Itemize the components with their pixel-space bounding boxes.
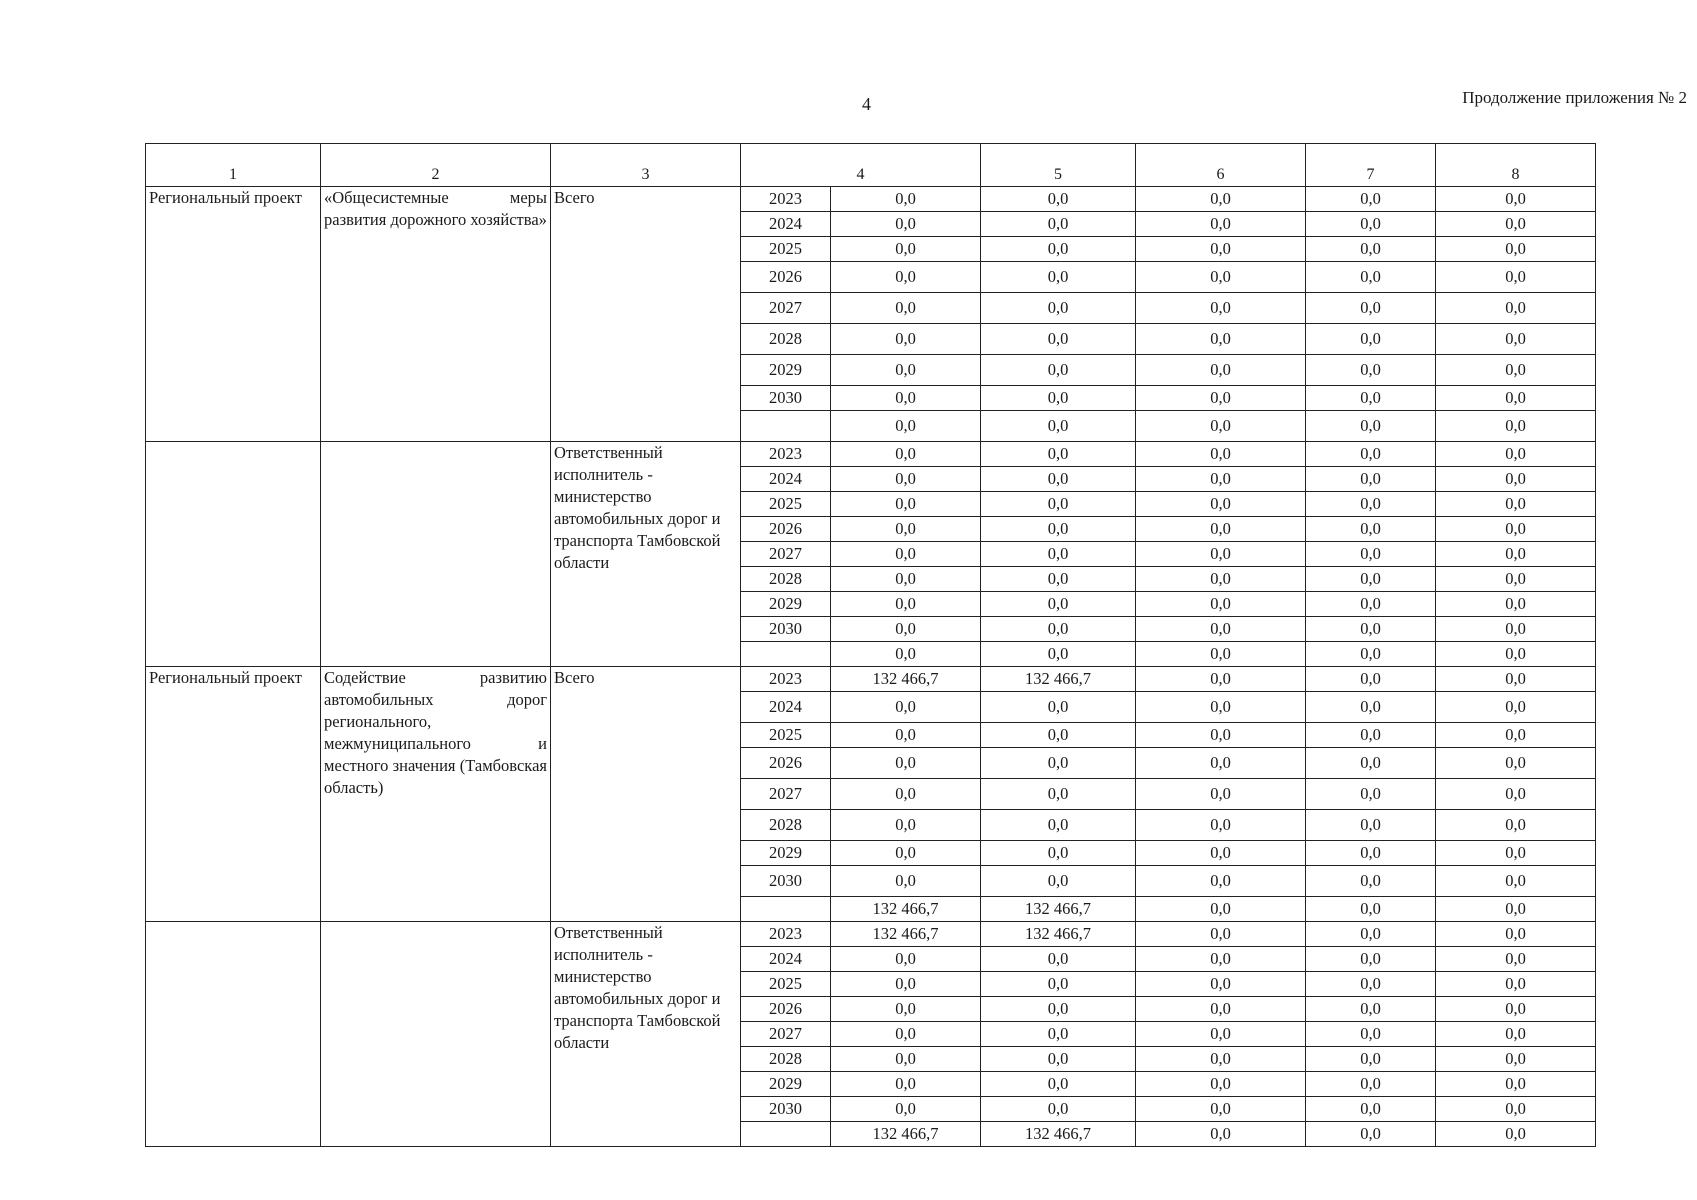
value-col-4: 0,0 bbox=[831, 866, 981, 897]
value-col-5: 0,0 bbox=[981, 386, 1136, 411]
value-col-4: 0,0 bbox=[831, 1097, 981, 1122]
project-name-cell: «Общесистемные меры развития дорожного хозяйства» bbox=[321, 187, 551, 442]
value-col-5: 0,0 bbox=[981, 810, 1136, 841]
value-col-4: 0,0 bbox=[831, 411, 981, 442]
value-col-5: 0,0 bbox=[981, 1022, 1136, 1047]
column-header-8: 8 bbox=[1436, 144, 1596, 187]
project-type-cell-empty bbox=[146, 922, 321, 1147]
value-col-5: 0,0 bbox=[981, 237, 1136, 262]
value-col-4: 0,0 bbox=[831, 542, 981, 567]
year-cell: 2030 bbox=[741, 617, 831, 642]
year-cell: 2029 bbox=[741, 841, 831, 866]
value-col-5: 0,0 bbox=[981, 1047, 1136, 1072]
funding-group-label: Всего bbox=[551, 667, 741, 922]
column-header-1: 1 bbox=[146, 144, 321, 187]
value-col-5: 0,0 bbox=[981, 542, 1136, 567]
value-col-6: 0,0 bbox=[1136, 467, 1306, 492]
project-name-cell-empty bbox=[321, 442, 551, 667]
value-col-7: 0,0 bbox=[1306, 922, 1436, 947]
year-cell: 2029 bbox=[741, 355, 831, 386]
value-col-4: 0,0 bbox=[831, 567, 981, 592]
year-cell: 2030 bbox=[741, 866, 831, 897]
value-col-6: 0,0 bbox=[1136, 1097, 1306, 1122]
value-col-6: 0,0 bbox=[1136, 324, 1306, 355]
year-cell: 2027 bbox=[741, 779, 831, 810]
project-type-cell-empty bbox=[146, 442, 321, 667]
year-cell bbox=[741, 897, 831, 922]
value-col-6: 0,0 bbox=[1136, 723, 1306, 748]
value-col-6: 0,0 bbox=[1136, 972, 1306, 997]
value-col-8: 0,0 bbox=[1436, 897, 1596, 922]
value-col-4: 0,0 bbox=[831, 492, 981, 517]
value-col-8: 0,0 bbox=[1436, 1072, 1596, 1097]
year-cell: 2030 bbox=[741, 1097, 831, 1122]
value-col-6: 0,0 bbox=[1136, 355, 1306, 386]
budget-table bbox=[145, 143, 1596, 1147]
value-col-5: 0,0 bbox=[981, 517, 1136, 542]
value-col-6: 0,0 bbox=[1136, 492, 1306, 517]
value-col-5: 0,0 bbox=[981, 442, 1136, 467]
column-header-3: 3 bbox=[551, 144, 741, 187]
year-cell: 2026 bbox=[741, 997, 831, 1022]
value-col-5: 0,0 bbox=[981, 355, 1136, 386]
value-col-4: 0,0 bbox=[831, 997, 981, 1022]
value-col-7: 0,0 bbox=[1306, 324, 1436, 355]
value-col-4: 0,0 bbox=[831, 592, 981, 617]
year-cell: 2024 bbox=[741, 212, 831, 237]
value-col-6: 0,0 bbox=[1136, 642, 1306, 667]
value-col-7: 0,0 bbox=[1306, 212, 1436, 237]
value-col-6: 0,0 bbox=[1136, 947, 1306, 972]
year-cell: 2023 bbox=[741, 667, 831, 692]
year-cell: 2023 bbox=[741, 187, 831, 212]
value-col-5: 132 466,7 bbox=[981, 922, 1136, 947]
value-col-8: 0,0 bbox=[1436, 187, 1596, 212]
value-col-4: 0,0 bbox=[831, 617, 981, 642]
value-col-5: 0,0 bbox=[981, 947, 1136, 972]
value-col-6: 0,0 bbox=[1136, 237, 1306, 262]
year-cell: 2025 bbox=[741, 237, 831, 262]
value-col-4: 0,0 bbox=[831, 1072, 981, 1097]
value-col-6: 0,0 bbox=[1136, 841, 1306, 866]
table-row bbox=[146, 667, 1596, 692]
value-col-4: 0,0 bbox=[831, 748, 981, 779]
value-col-7: 0,0 bbox=[1306, 1022, 1436, 1047]
value-col-8: 0,0 bbox=[1436, 642, 1596, 667]
value-col-7: 0,0 bbox=[1306, 617, 1436, 642]
value-col-8: 0,0 bbox=[1436, 866, 1596, 897]
value-col-8: 0,0 bbox=[1436, 567, 1596, 592]
year-cell: 2027 bbox=[741, 542, 831, 567]
year-cell: 2026 bbox=[741, 748, 831, 779]
value-col-5: 0,0 bbox=[981, 841, 1136, 866]
value-col-5: 0,0 bbox=[981, 692, 1136, 723]
value-col-7: 0,0 bbox=[1306, 667, 1436, 692]
value-col-4: 0,0 bbox=[831, 723, 981, 748]
column-header-2: 2 bbox=[321, 144, 551, 187]
year-cell: 2024 bbox=[741, 467, 831, 492]
value-col-8: 0,0 bbox=[1436, 617, 1596, 642]
value-col-5: 0,0 bbox=[981, 324, 1136, 355]
value-col-7: 0,0 bbox=[1306, 642, 1436, 667]
value-col-7: 0,0 bbox=[1306, 467, 1436, 492]
value-col-5: 0,0 bbox=[981, 187, 1136, 212]
column-header-6: 6 bbox=[1136, 144, 1306, 187]
value-col-4: 0,0 bbox=[831, 810, 981, 841]
value-col-6: 0,0 bbox=[1136, 748, 1306, 779]
value-col-8: 0,0 bbox=[1436, 542, 1596, 567]
value-col-6: 0,0 bbox=[1136, 810, 1306, 841]
value-col-4: 0,0 bbox=[831, 386, 981, 411]
column-header-5: 5 bbox=[981, 144, 1136, 187]
value-col-8: 0,0 bbox=[1436, 492, 1596, 517]
value-col-5: 0,0 bbox=[981, 779, 1136, 810]
value-col-7: 0,0 bbox=[1306, 779, 1436, 810]
value-col-7: 0,0 bbox=[1306, 262, 1436, 293]
value-col-5: 0,0 bbox=[981, 212, 1136, 237]
value-col-7: 0,0 bbox=[1306, 1072, 1436, 1097]
value-col-6: 0,0 bbox=[1136, 667, 1306, 692]
value-col-6: 0,0 bbox=[1136, 779, 1306, 810]
value-col-4: 0,0 bbox=[831, 692, 981, 723]
value-col-6: 0,0 bbox=[1136, 592, 1306, 617]
year-cell: 2029 bbox=[741, 592, 831, 617]
year-cell: 2025 bbox=[741, 723, 831, 748]
value-col-5: 132 466,7 bbox=[981, 897, 1136, 922]
value-col-7: 0,0 bbox=[1306, 517, 1436, 542]
value-col-5: 0,0 bbox=[981, 997, 1136, 1022]
value-col-4: 132 466,7 bbox=[831, 667, 981, 692]
value-col-5: 0,0 bbox=[981, 617, 1136, 642]
value-col-6: 0,0 bbox=[1136, 922, 1306, 947]
value-col-5: 0,0 bbox=[981, 411, 1136, 442]
table-row bbox=[146, 187, 1596, 212]
value-col-4: 0,0 bbox=[831, 972, 981, 997]
project-name-cell-empty bbox=[321, 922, 551, 1147]
value-col-7: 0,0 bbox=[1306, 567, 1436, 592]
value-col-7: 0,0 bbox=[1306, 810, 1436, 841]
project-type-cell: Региональный проект bbox=[146, 667, 321, 922]
value-col-5: 0,0 bbox=[981, 748, 1136, 779]
page-number: 4 bbox=[862, 94, 871, 114]
value-col-7: 0,0 bbox=[1306, 1047, 1436, 1072]
value-col-4: 0,0 bbox=[831, 355, 981, 386]
value-col-6: 0,0 bbox=[1136, 542, 1306, 567]
value-col-7: 0,0 bbox=[1306, 386, 1436, 411]
value-col-6: 0,0 bbox=[1136, 897, 1306, 922]
value-col-4: 0,0 bbox=[831, 262, 981, 293]
value-col-5: 0,0 bbox=[981, 262, 1136, 293]
value-col-7: 0,0 bbox=[1306, 442, 1436, 467]
value-col-4: 0,0 bbox=[831, 212, 981, 237]
value-col-5: 132 466,7 bbox=[981, 667, 1136, 692]
appendix-continuation-note: Продолжение приложения № 2 bbox=[1462, 88, 1687, 107]
year-cell: 2030 bbox=[741, 386, 831, 411]
project-type-cell: Региональный проект bbox=[146, 187, 321, 442]
value-col-8: 0,0 bbox=[1436, 212, 1596, 237]
value-col-5: 0,0 bbox=[981, 642, 1136, 667]
value-col-8: 0,0 bbox=[1436, 841, 1596, 866]
year-cell: 2023 bbox=[741, 922, 831, 947]
value-col-6: 0,0 bbox=[1136, 692, 1306, 723]
column-header-4: 4 bbox=[741, 144, 981, 187]
year-cell: 2026 bbox=[741, 262, 831, 293]
column-header-7: 7 bbox=[1306, 144, 1436, 187]
value-col-6: 0,0 bbox=[1136, 1022, 1306, 1047]
value-col-7: 0,0 bbox=[1306, 411, 1436, 442]
project-name-cell: Содействие развитию автомобильных дорог регионального, межмуниципального и местного значения (Тамбовская область) bbox=[321, 667, 551, 922]
value-col-4: 0,0 bbox=[831, 779, 981, 810]
value-col-5: 0,0 bbox=[981, 866, 1136, 897]
value-col-7: 0,0 bbox=[1306, 492, 1436, 517]
value-col-8: 0,0 bbox=[1436, 748, 1596, 779]
value-col-5: 0,0 bbox=[981, 293, 1136, 324]
value-col-4: 132 466,7 bbox=[831, 1122, 981, 1147]
value-col-4: 0,0 bbox=[831, 237, 981, 262]
year-cell: 2027 bbox=[741, 293, 831, 324]
value-col-5: 0,0 bbox=[981, 723, 1136, 748]
value-col-7: 0,0 bbox=[1306, 723, 1436, 748]
value-col-8: 0,0 bbox=[1436, 667, 1596, 692]
value-col-5: 132 466,7 bbox=[981, 1122, 1136, 1147]
value-col-7: 0,0 bbox=[1306, 692, 1436, 723]
value-col-7: 0,0 bbox=[1306, 1122, 1436, 1147]
value-col-8: 0,0 bbox=[1436, 411, 1596, 442]
value-col-6: 0,0 bbox=[1136, 293, 1306, 324]
year-cell bbox=[741, 1122, 831, 1147]
value-col-8: 0,0 bbox=[1436, 922, 1596, 947]
value-col-4: 0,0 bbox=[831, 187, 981, 212]
value-col-7: 0,0 bbox=[1306, 592, 1436, 617]
value-col-6: 0,0 bbox=[1136, 1072, 1306, 1097]
year-cell: 2024 bbox=[741, 692, 831, 723]
value-col-4: 0,0 bbox=[831, 293, 981, 324]
value-col-8: 0,0 bbox=[1436, 324, 1596, 355]
value-col-4: 0,0 bbox=[831, 324, 981, 355]
value-col-4: 0,0 bbox=[831, 642, 981, 667]
value-col-4: 0,0 bbox=[831, 1047, 981, 1072]
value-col-6: 0,0 bbox=[1136, 617, 1306, 642]
year-cell: 2025 bbox=[741, 492, 831, 517]
value-col-6: 0,0 bbox=[1136, 212, 1306, 237]
value-col-8: 0,0 bbox=[1436, 237, 1596, 262]
value-col-6: 0,0 bbox=[1136, 517, 1306, 542]
value-col-4: 0,0 bbox=[831, 947, 981, 972]
value-col-6: 0,0 bbox=[1136, 187, 1306, 212]
value-col-8: 0,0 bbox=[1436, 779, 1596, 810]
value-col-8: 0,0 bbox=[1436, 810, 1596, 841]
value-col-7: 0,0 bbox=[1306, 748, 1436, 779]
value-col-7: 0,0 bbox=[1306, 997, 1436, 1022]
value-col-6: 0,0 bbox=[1136, 1047, 1306, 1072]
value-col-7: 0,0 bbox=[1306, 542, 1436, 567]
value-col-6: 0,0 bbox=[1136, 866, 1306, 897]
value-col-6: 0,0 bbox=[1136, 262, 1306, 293]
year-cell: 2028 bbox=[741, 1047, 831, 1072]
value-col-8: 0,0 bbox=[1436, 1122, 1596, 1147]
year-cell: 2024 bbox=[741, 947, 831, 972]
value-col-8: 0,0 bbox=[1436, 386, 1596, 411]
table-row bbox=[146, 922, 1596, 947]
value-col-8: 0,0 bbox=[1436, 692, 1596, 723]
year-cell bbox=[741, 642, 831, 667]
value-col-6: 0,0 bbox=[1136, 442, 1306, 467]
value-col-4: 132 466,7 bbox=[831, 922, 981, 947]
value-col-8: 0,0 bbox=[1436, 1047, 1596, 1072]
header-row bbox=[146, 144, 1596, 187]
value-col-7: 0,0 bbox=[1306, 187, 1436, 212]
value-col-6: 0,0 bbox=[1136, 997, 1306, 1022]
value-col-7: 0,0 bbox=[1306, 897, 1436, 922]
value-col-6: 0,0 bbox=[1136, 567, 1306, 592]
year-cell: 2028 bbox=[741, 324, 831, 355]
value-col-5: 0,0 bbox=[981, 592, 1136, 617]
year-cell: 2028 bbox=[741, 567, 831, 592]
value-col-5: 0,0 bbox=[981, 467, 1136, 492]
year-cell: 2023 bbox=[741, 442, 831, 467]
year-cell: 2025 bbox=[741, 972, 831, 997]
value-col-4: 132 466,7 bbox=[831, 897, 981, 922]
table-body bbox=[146, 187, 1596, 1147]
value-col-8: 0,0 bbox=[1436, 293, 1596, 324]
year-cell: 2028 bbox=[741, 810, 831, 841]
value-col-8: 0,0 bbox=[1436, 262, 1596, 293]
value-col-5: 0,0 bbox=[981, 567, 1136, 592]
year-cell: 2029 bbox=[741, 1072, 831, 1097]
value-col-8: 0,0 bbox=[1436, 442, 1596, 467]
value-col-8: 0,0 bbox=[1436, 947, 1596, 972]
value-col-7: 0,0 bbox=[1306, 1097, 1436, 1122]
value-col-6: 0,0 bbox=[1136, 411, 1306, 442]
value-col-7: 0,0 bbox=[1306, 237, 1436, 262]
value-col-7: 0,0 bbox=[1306, 866, 1436, 897]
value-col-5: 0,0 bbox=[981, 1072, 1136, 1097]
funding-group-label: Ответственный исполнитель - министерство автомобильных дорог и транспорта Тамбовской области bbox=[551, 442, 741, 667]
value-col-8: 0,0 bbox=[1436, 972, 1596, 997]
year-cell bbox=[741, 411, 831, 442]
value-col-8: 0,0 bbox=[1436, 1022, 1596, 1047]
value-col-7: 0,0 bbox=[1306, 355, 1436, 386]
value-col-6: 0,0 bbox=[1136, 1122, 1306, 1147]
value-col-8: 0,0 bbox=[1436, 997, 1596, 1022]
table-row bbox=[146, 442, 1596, 467]
value-col-7: 0,0 bbox=[1306, 293, 1436, 324]
value-col-8: 0,0 bbox=[1436, 592, 1596, 617]
value-col-8: 0,0 bbox=[1436, 355, 1596, 386]
funding-group-label: Ответственный исполнитель - министерство автомобильных дорог и транспорта Тамбовской области bbox=[551, 922, 741, 1147]
value-col-7: 0,0 bbox=[1306, 841, 1436, 866]
value-col-8: 0,0 bbox=[1436, 1097, 1596, 1122]
value-col-5: 0,0 bbox=[981, 972, 1136, 997]
year-cell: 2027 bbox=[741, 1022, 831, 1047]
value-col-4: 0,0 bbox=[831, 841, 981, 866]
value-col-7: 0,0 bbox=[1306, 947, 1436, 972]
value-col-7: 0,0 bbox=[1306, 972, 1436, 997]
value-col-8: 0,0 bbox=[1436, 467, 1596, 492]
value-col-6: 0,0 bbox=[1136, 386, 1306, 411]
value-col-4: 0,0 bbox=[831, 442, 981, 467]
year-cell: 2026 bbox=[741, 517, 831, 542]
funding-group-label: Всего bbox=[551, 187, 741, 442]
value-col-4: 0,0 bbox=[831, 517, 981, 542]
value-col-8: 0,0 bbox=[1436, 723, 1596, 748]
value-col-5: 0,0 bbox=[981, 492, 1136, 517]
value-col-4: 0,0 bbox=[831, 467, 981, 492]
value-col-5: 0,0 bbox=[981, 1097, 1136, 1122]
value-col-4: 0,0 bbox=[831, 1022, 981, 1047]
value-col-8: 0,0 bbox=[1436, 517, 1596, 542]
